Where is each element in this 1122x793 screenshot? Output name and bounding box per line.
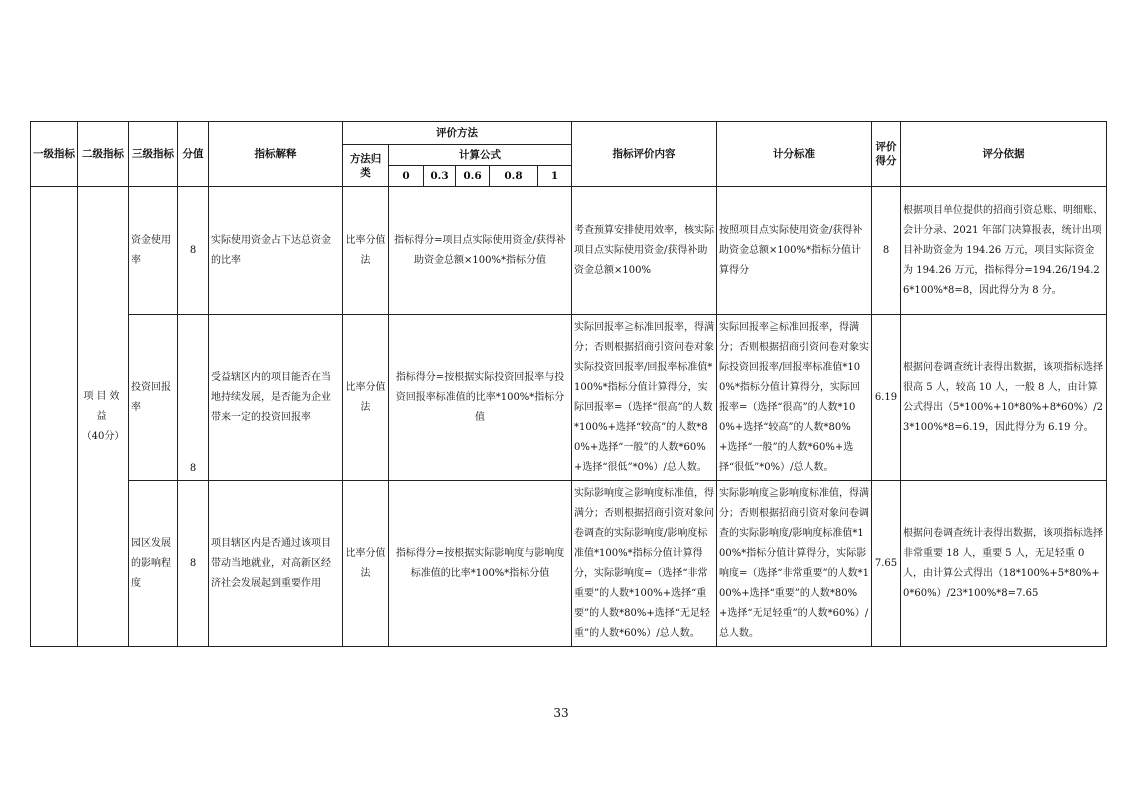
- score-cell: 8: [178, 315, 209, 481]
- formula-col-1: 1: [538, 166, 572, 187]
- explain-cell: 受益辖区内的项目能否在当地持续发展，是否能为企业带来一定的投资回报率: [209, 315, 343, 481]
- level1-cell: [31, 187, 78, 647]
- basis-cell: 根据项目单位提供的招商引资总账、明细账、会计分录、2021 年部门决算报表，统计出项目补助资金为 194.26 万元，项目实际资金为 194.26 万元，指标得分=194.26/194.26*100%*8=8，因此得分为 8 分。: [901, 187, 1107, 315]
- formula-col-0-3: 0.3: [424, 166, 456, 187]
- level3-cell: 资金使用率: [129, 187, 178, 315]
- eval-score-cell: 7.65: [872, 481, 901, 647]
- header-level2: 二级指标: [78, 122, 129, 187]
- header-explain: 指标解释: [209, 122, 343, 187]
- evaluation-table: [30, 121, 1107, 647]
- explain-cell: 项目辖区内是否通过该项目带动当地就业，对高新区经济社会发展起到重要作用: [209, 481, 343, 647]
- content-cell: 考查预算安排使用效率，核实际项目点实际使用资金/获得补助资金总额×100%: [572, 187, 717, 315]
- level2-cell: [78, 187, 129, 647]
- header-level1: 一级指标: [31, 122, 78, 187]
- header-standard: 计分标准: [717, 122, 872, 187]
- level2-label: 项目效益: [83, 390, 123, 422]
- basis-cell: 根据问卷调查统计表得出数据，该项指标选择很高 5 人，较高 10 人，一般 8 人，由计算公式得出（5*100%+10*80%+8*60%）/23*100%*8=6.19，因此得分为 6.19 分。: [901, 315, 1107, 481]
- formula-col-0-8: 0.8: [490, 166, 538, 187]
- score-cell: 8: [178, 187, 209, 315]
- header-score: 分值: [178, 122, 209, 187]
- header-formula: 计算公式: [389, 145, 572, 166]
- explain-cell: 实际使用资金占下达总资金的比率: [209, 187, 343, 315]
- level2-weight: （40分）: [81, 430, 125, 442]
- formula-cell: 指标得分=项目点实际使用资金/获得补助资金总额×100%*指标分值: [389, 187, 572, 315]
- standard-cell: 实际回报率≧标准回报率，得满分；否则根据招商引资问卷对象实际投资回报率/回报率标准值*100%*指标分值计算得分，实际回报率=（选择“很高”的人数*100%+选择“较高”的人数*80%+选择“一般”的人数*60%+选择“很低”*0%）/总人数。: [717, 315, 872, 481]
- standard-cell: 实际影响度≧影响度标准值，得满分；否则根据招商引资对象问卷调查的实际影响度/影响度标准值*100%*指标分值计算得分，实际影响度=（选择“非常重要”的人数*100%+选择“重要”的人数*80%+选择“无足轻重”的人数*60%）/总人数。: [717, 481, 872, 647]
- method-cell: 比率分值法: [343, 315, 389, 481]
- method-cell: 比率分值法: [343, 481, 389, 647]
- level3-cell: 投资回报率: [129, 315, 178, 481]
- content-cell: 实际回报率≧标准回报率，得满分；否则根据招商引资问卷对象实际投资回报率/回报率标准值*100%*指标分值计算得分，实际回报率=（选择“很高”的人数*100%+选择“较高”的人数*80%+选择“一般”的人数*60%+选择“很低”*0%）/总人数。: [572, 315, 717, 481]
- formula-cell: 指标得分=按根据实际投资回报率与投资回报率标准值的比率*100%*指标分值: [389, 315, 572, 481]
- score-cell: 8: [178, 481, 209, 647]
- header-level3: 三级指标: [129, 122, 178, 187]
- formula-col-0-6: 0.6: [456, 166, 490, 187]
- table-row: [31, 187, 1107, 315]
- level3-cell: 园区发展的影响程度: [129, 481, 178, 647]
- header-eval-score: 评价得分: [872, 122, 901, 187]
- basis-cell: 根据问卷调查统计表得出数据，该项指标选择非常重要 18 人，重要 5 人，无足轻重 0 人，由计算公式得出（18*100%+5*80%+0*60%）/23*100%*8=7.65: [901, 481, 1107, 647]
- header-method-type: 方法归类: [343, 145, 389, 187]
- table-row: [31, 315, 1107, 481]
- standard-cell: 按照项目点实际使用资金/获得补助资金总额×100%*指标分值计算得分: [717, 187, 872, 315]
- table-row: [31, 481, 1107, 647]
- header-content: 指标评价内容: [572, 122, 717, 187]
- eval-score-cell: 6.19: [872, 315, 901, 481]
- eval-score-cell: 8: [872, 187, 901, 315]
- formula-col-0: 0: [389, 166, 424, 187]
- header-basis: 评分依据: [901, 122, 1107, 187]
- page-number: 33: [553, 706, 569, 720]
- content-cell: 实际影响度≧影响度标准值，得满分；否则根据招商引资对象问卷调查的实际影响度/影响度标准值*100%*指标分值计算得分，实际影响度=（选择“非常重要”的人数*100%+选择“重要”的人数*80%+选择“无足轻重”的人数*60%）/总人数。: [572, 481, 717, 647]
- method-cell: 比率分值法: [343, 187, 389, 315]
- header-method: 评价方法: [343, 122, 572, 145]
- formula-cell: 指标得分=按根据实际影响度与影响度标准值的比率*100%*指标分值: [389, 481, 572, 647]
